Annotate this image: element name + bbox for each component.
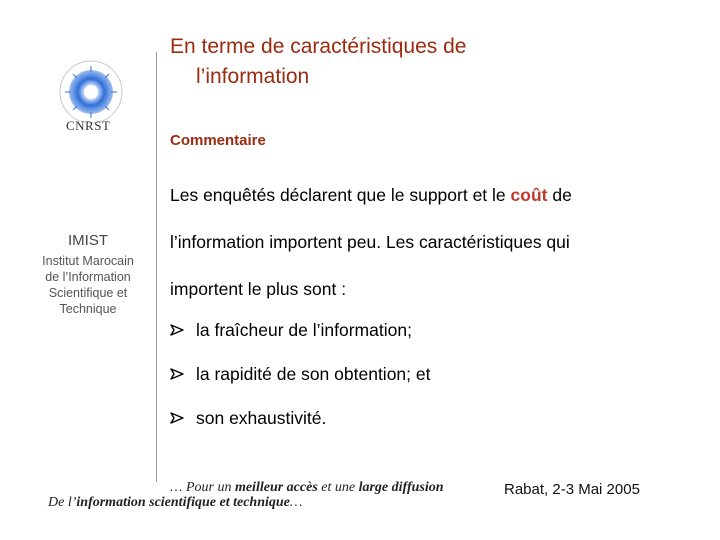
list-item-text: la fraîcheur de l’information;	[196, 320, 412, 340]
event-date: Rabat, 2-3 Mai 2005	[504, 481, 640, 498]
list-item	[170, 352, 690, 396]
org-desc-line-4: Technique	[59, 302, 117, 316]
org-desc-line-3: Scientifique et	[48, 286, 128, 300]
list-item	[170, 396, 690, 440]
org-desc-line-2: de l’Information	[45, 270, 131, 284]
org-name: IMIST	[68, 232, 108, 249]
body-line-3: importent le plus sont :	[170, 279, 347, 299]
footer-text: et une	[317, 480, 359, 495]
title-line-2: l’information	[196, 65, 310, 88]
slide-body	[170, 172, 690, 313]
imist-block	[40, 232, 136, 317]
org-desc-line-1: Institut Marocain	[42, 254, 134, 268]
body-text-post: de	[547, 185, 572, 205]
body-highlight: coût	[510, 185, 548, 205]
vertical-divider	[156, 52, 157, 482]
title-line-1: En terme de caractéristiques de	[170, 35, 467, 58]
footer-bold-text: meilleur accès	[234, 480, 318, 495]
list-item-text: la rapidité de son obtention; et	[196, 364, 431, 384]
footer-bold-text: large diffusion	[358, 480, 444, 495]
arrow-bullet-icon	[170, 411, 196, 425]
body-line-2: l’information importent peu. Les caractéristiques qui	[170, 232, 570, 252]
arrow-bullet-icon	[170, 367, 196, 381]
footer-slogan-line-1	[170, 480, 444, 496]
body-line-1	[170, 172, 690, 219]
list-item-text: son exhaustivité.	[196, 408, 327, 428]
footer-text: De l’	[48, 495, 77, 510]
body-text-pre: Les enquêtés déclarent que le support et le	[170, 185, 511, 205]
footer-bold-text: information scientifique et technique	[76, 495, 290, 510]
org-description	[40, 253, 136, 317]
slide-subtitle: Commentaire	[170, 132, 266, 149]
slide-title	[170, 32, 690, 92]
footer-slogan-line-2	[48, 495, 302, 511]
list-item	[170, 308, 690, 352]
logo-text: CNRST	[66, 118, 111, 133]
arrow-bullet-icon	[170, 323, 196, 337]
bullet-list	[170, 308, 690, 440]
footer-text: … Pour un	[170, 480, 235, 495]
footer-text: …	[289, 495, 303, 510]
